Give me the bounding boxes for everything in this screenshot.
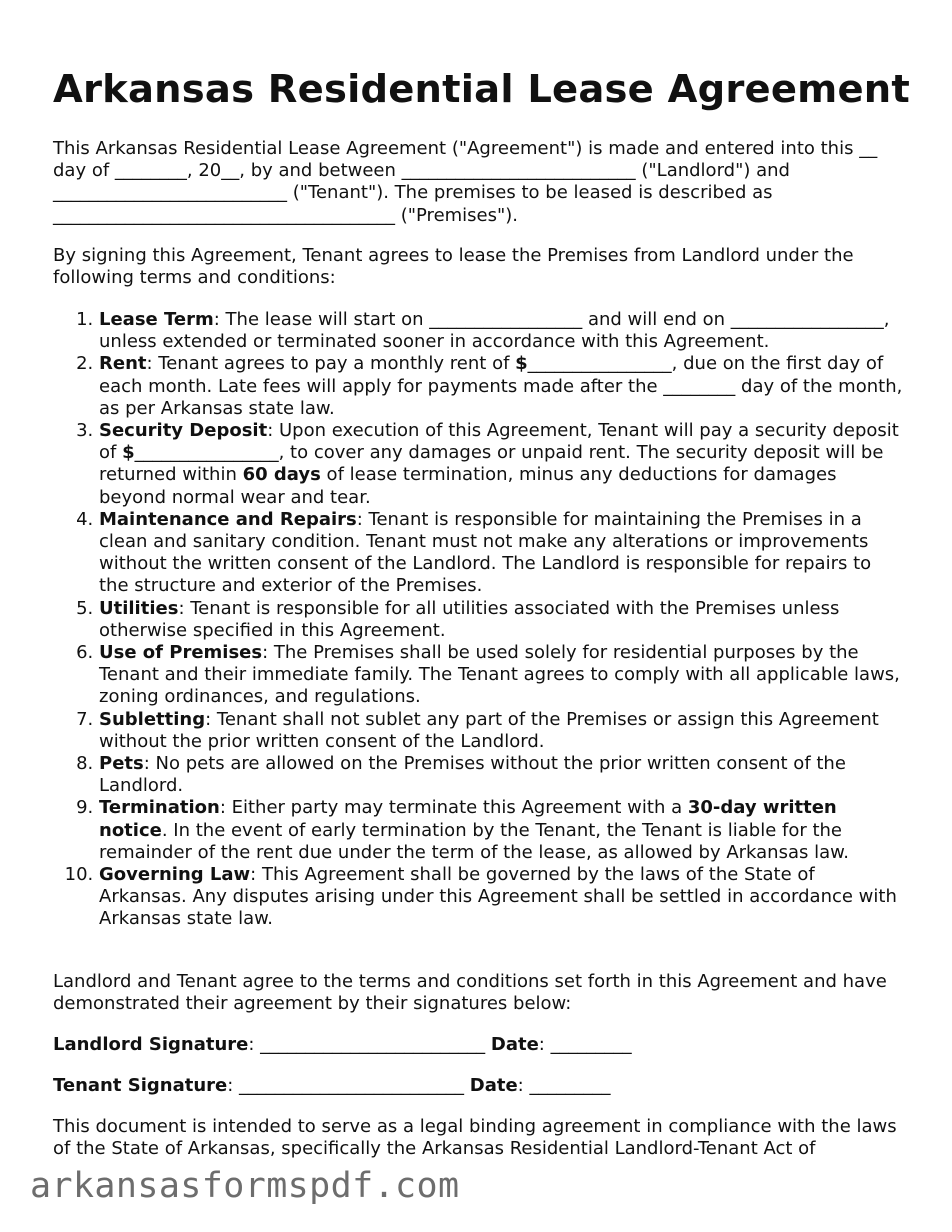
tenant-date-label: Date — [469, 1075, 518, 1096]
term-item — [99, 509, 903, 598]
watermark: arkansasformspdf.com — [30, 1166, 460, 1206]
term-label: Governing Law — [99, 864, 251, 886]
term-emphasis: 60 days — [242, 464, 321, 486]
term-emphasis: 30-day written notice — [99, 797, 837, 841]
term-item — [99, 353, 903, 420]
tenant-signature-blank: : _________________________ — [227, 1075, 470, 1096]
term-label: Termination — [99, 797, 220, 819]
term-item — [99, 309, 903, 353]
landlord-signature-label: Landlord Signature — [53, 1034, 249, 1055]
term-emphasis: $ — [122, 442, 135, 464]
term-label: Subletting — [99, 708, 206, 730]
term-item — [99, 797, 903, 864]
tenant-signature-line — [53, 1075, 610, 1097]
term-item — [99, 420, 903, 509]
term-text: : Tenant agrees to pay a monthly rent of — [146, 353, 516, 375]
tenant-signature-label: Tenant Signature — [53, 1075, 228, 1096]
intro-paragraph: This Arkansas Residential Lease Agreement ("Agreement") is made and entered into this __ day of ________, 20__, by and between __________________________ ("Landlord") and __________________________ ("Tenant"). The premises to be leased is described as ______________________________________ ("Premises"). — [53, 138, 878, 226]
landlord-signature-line — [53, 1034, 632, 1056]
term-label: Lease Term — [99, 309, 214, 330]
term-text: : Either party may terminate this Agreement with a — [219, 797, 688, 819]
term-text: : Tenant is responsible for maintaining the Premises in a clean and sanitary condition. Tenant must not make any alterations or improvements without the written consent of the Landlord. The Landlord is responsible for repairs to the structure and exterior of the Premises. — [99, 508, 872, 597]
term-text: : Upon execution of this Agreement, Tenant will pay a security deposit of — [99, 420, 899, 464]
term-text: . In the event of early termination by the Tenant, the Tenant is liable for the remainder of the rent due under the term of the lease, as allowed by Arkansas law. — [99, 819, 849, 863]
terms-intro-paragraph: By signing this Agreement, Tenant agrees to lease the Premises from Landlord under the following terms and conditions: — [53, 245, 854, 289]
term-text: : This Agreement shall be governed by the laws of the State of Arkansas. Any disputes arising under this Agreement shall be settled in accordance with Arkansas state law. — [99, 864, 897, 930]
term-text: of lease termination, minus any deductions for damages beyond normal wear and tear. — [99, 464, 837, 508]
term-item — [99, 864, 903, 931]
term-item — [99, 753, 903, 797]
term-label: Utilities — [99, 597, 179, 619]
document-title: Arkansas Residential Lease Agreement — [53, 67, 910, 112]
term-text: ________________, to cover any damages or unpaid rent. The security deposit will be returned within — [99, 442, 884, 486]
landlord-date-blank: : _________ — [538, 1034, 632, 1055]
term-item — [99, 598, 903, 642]
term-text: ________________, due on the first day of each month. Late fees will apply for payments made after the ________ day of the month, as per Arkansas state law. — [99, 353, 903, 419]
tenant-date-blank: : _________ — [517, 1075, 611, 1096]
term-label: Security Deposit — [99, 420, 268, 442]
term-text: : Tenant shall not sublet any part of the Premises or assign this Agreement without the prior written consent of the Landlord. — [99, 708, 879, 752]
term-text: : The lease will start on _________________ and will end on _________________, unless extended or terminated sooner in accordance with this Agreement. — [99, 309, 890, 353]
term-item — [99, 642, 903, 709]
term-text: : No pets are allowed on the Premises without the prior written consent of the Landlord. — [99, 753, 846, 797]
term-item — [99, 709, 903, 753]
term-text: : The Premises shall be used solely for residential purposes by the Tenant and their immediate family. The Tenant agrees to comply with all applicable laws, zoning ordinances, and regulations. — [99, 642, 900, 708]
term-label: Maintenance and Repairs — [99, 508, 357, 530]
terms-list — [53, 309, 903, 931]
term-label: Pets — [99, 753, 144, 775]
agreement-statement: Landlord and Tenant agree to the terms and conditions set forth in this Agreement and have demonstrated their agreement by their signatures below: — [53, 971, 887, 1015]
landlord-signature-blank: : _________________________ — [248, 1034, 491, 1055]
term-emphasis: $ — [515, 353, 528, 375]
closing-paragraph: This document is intended to serve as a legal binding agreement in compliance with the laws of the State of Arkansas, specifically the Arkansas Residential Landlord-Tenant Act of — [53, 1116, 897, 1160]
landlord-date-label: Date — [490, 1034, 539, 1055]
term-text: : Tenant is responsible for all utilities associated with the Premises unless otherwise specified in this Agreement. — [99, 597, 840, 641]
term-label: Rent — [99, 353, 147, 375]
term-label: Use of Premises — [99, 642, 263, 664]
